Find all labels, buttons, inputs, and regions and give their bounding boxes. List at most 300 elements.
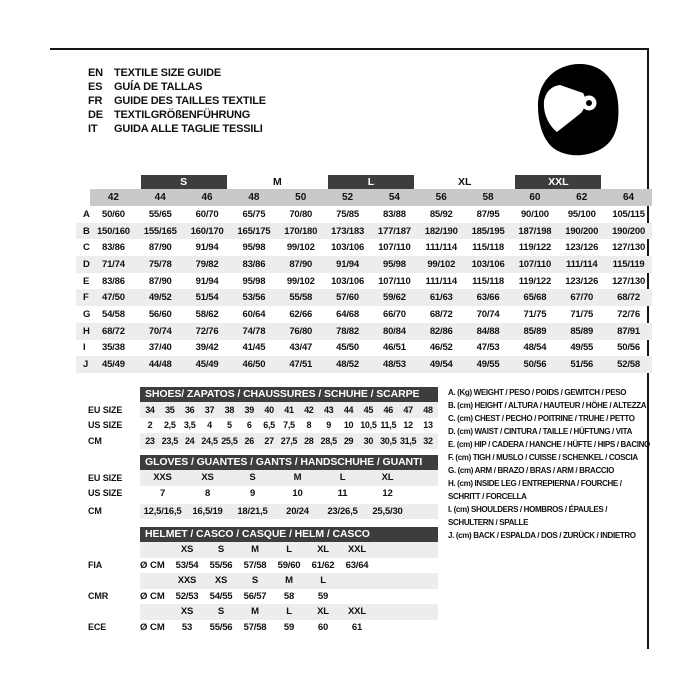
shoes-value: 40 — [264, 404, 274, 415]
helmet-size-label: XXL — [348, 606, 366, 618]
shoes-value: 28 — [304, 435, 314, 446]
gloves-value: 23/26,5 — [327, 505, 358, 517]
measurement-value: 70/74 — [148, 325, 172, 337]
size-number: 64 — [605, 189, 652, 206]
measurement-value: 75/85 — [336, 208, 359, 220]
helmet-size-label: XS — [214, 575, 228, 587]
helmet-values-row — [88, 620, 438, 636]
helmet-size-label: S — [217, 606, 225, 618]
shoes-value: 32 — [423, 435, 433, 446]
helmet-size-value: 61 — [351, 621, 363, 633]
shoes-value: 10,5 — [360, 420, 377, 431]
helmet-size-value: 57/58 — [243, 559, 267, 571]
racing-helmet-icon — [534, 62, 622, 163]
measurement-value: 185/195 — [471, 225, 505, 237]
shoes-value: 3,5 — [183, 420, 196, 431]
shoes-row — [88, 418, 438, 434]
shoes-value: 36 — [184, 404, 195, 415]
measurement-value: 60/64 — [242, 308, 266, 320]
legend-item: F. (cm) TIGH / MUSLO / CUISSE / SCHENKEL / COSCIA — [448, 453, 638, 462]
shoes-value: 2,5 — [163, 420, 176, 431]
helmet-sizes — [140, 604, 438, 620]
measurement-value: 46/50 — [242, 359, 266, 371]
measurement-value: 190/200 — [565, 225, 599, 237]
measurement-value: 49/54 — [429, 359, 453, 371]
helmet-size-value: 52/53 — [175, 590, 199, 602]
legend-item: J. (cm) BACK / ESPALDA / DOS / ZURÜCK / INDIETRO — [448, 531, 636, 540]
shoes-value: 11,5 — [380, 420, 397, 431]
measurement-value: 75/78 — [148, 258, 172, 270]
measurement-value: 190/200 — [612, 225, 646, 237]
measurement-value: 68/72 — [617, 292, 640, 304]
measurement-value: 111/114 — [425, 242, 457, 254]
legend-item: H. (cm) INSIDE LEG / ENTREPIERNA / FOURCHE / SCHRITT / FORCELLA — [448, 479, 622, 501]
measurement-value: 83/86 — [242, 258, 266, 270]
measurement-value: 52/58 — [617, 359, 640, 371]
measurement-value: 99/102 — [286, 242, 315, 254]
measurement-value: 49/55 — [476, 359, 500, 371]
helmet-row-label-spacer — [88, 542, 140, 558]
shoes-value: 45 — [363, 404, 374, 415]
size-number: 60 — [511, 189, 558, 206]
measurement-value: 70/74 — [476, 308, 500, 320]
measurement-value: 71/74 — [102, 258, 125, 270]
shoes-value: 29 — [343, 435, 354, 446]
gloves-row-values — [140, 486, 438, 502]
row-letter: C — [83, 242, 90, 254]
shoes-value: 7,5 — [283, 420, 295, 431]
shoes-value: 31,5 — [399, 435, 417, 446]
helmet-size-value: 53/54 — [175, 559, 199, 571]
legend-item: D. (cm) WAIST / CINTURA / TAILLE / HÜFTUNG / VITA — [448, 427, 633, 436]
shoes-row — [88, 433, 438, 449]
helmet-diameter-label: Ø CM — [140, 621, 165, 633]
measurement-value: 95/98 — [383, 258, 406, 270]
helmet-sizes-row — [88, 542, 438, 558]
helmet-size-value: 56/57 — [243, 590, 267, 602]
measurement-value: 87/90 — [289, 258, 313, 270]
language-row — [88, 80, 266, 94]
measurement-value: 119/122 — [518, 275, 552, 287]
helmet-size-label: L — [286, 606, 292, 618]
shoes-value: 47 — [403, 404, 413, 415]
shoes-value: 5 — [227, 420, 232, 431]
measurement-value: 111/114 — [425, 275, 457, 287]
measurement-row-a — [76, 206, 652, 223]
helmet-size-value: 60 — [317, 621, 329, 633]
language-list — [88, 66, 266, 136]
measurement-value: 43/47 — [289, 342, 313, 354]
gloves-value: 11 — [337, 487, 348, 499]
helmet-size-value: 55/56 — [209, 559, 233, 571]
measurement-value: 48/53 — [383, 359, 406, 371]
measurement-value: 37/40 — [148, 342, 172, 354]
row-letter: E — [83, 275, 90, 287]
size-number: 52 — [324, 189, 371, 206]
measurement-row-j — [76, 356, 652, 373]
helmet-size-label: M — [251, 606, 259, 618]
measurement-value: 39/42 — [195, 342, 219, 354]
measurement-value: 79/82 — [195, 258, 219, 270]
shoes-value: 25,5 — [221, 435, 238, 446]
shoes-row-label: EU SIZE — [88, 404, 123, 415]
measurement-row-e — [76, 273, 652, 290]
gloves-value: 7 — [159, 487, 166, 499]
helmet-rows — [88, 542, 438, 635]
size-group-row — [76, 174, 652, 189]
measurement-value: 85/89 — [570, 325, 594, 337]
shoes-value: 42 — [304, 404, 314, 415]
shoes-row-label: US SIZE — [88, 420, 123, 431]
gloves-row-values — [140, 470, 438, 486]
measurement-value: 51/56 — [570, 359, 594, 371]
helmet-diameter-label: Ø CM — [140, 559, 165, 571]
measurement-value: 45/49 — [195, 359, 219, 371]
helmet-size-label: XXL — [348, 544, 366, 556]
gloves-value: 8 — [204, 487, 211, 499]
shoes-value: 24,5 — [201, 435, 218, 446]
measurement-value: 76/80 — [289, 325, 313, 337]
gloves-value: 9 — [249, 487, 256, 499]
gloves-value: 12,5/16,5 — [143, 505, 182, 517]
measurement-value: 71/75 — [523, 308, 547, 320]
gloves-value: XXS — [153, 472, 172, 484]
size-group-m: M — [272, 175, 282, 188]
language-row — [88, 94, 266, 108]
measurement-value: 107/110 — [378, 242, 411, 254]
racing-helmet-icon-svg — [534, 62, 622, 158]
row-letter: F — [83, 292, 89, 304]
size-number: 46 — [184, 189, 231, 206]
measurement-value: 105/115 — [612, 208, 645, 220]
shoes-value: 46 — [383, 404, 393, 415]
helmet-row-label-spacer — [88, 573, 140, 589]
gloves-value: L — [339, 472, 346, 484]
measurement-value: 64/68 — [336, 308, 359, 320]
shoes-value: 44 — [343, 404, 354, 415]
size-number-row — [76, 189, 652, 206]
helmet-size-label: XS — [180, 544, 194, 556]
measurement-value: 55/58 — [289, 292, 313, 304]
measurement-value: 58/62 — [195, 308, 219, 320]
helmet-size-value: 55/56 — [209, 621, 233, 633]
measurement-value: 182/190 — [424, 225, 458, 237]
measurement-value: 187/198 — [518, 225, 552, 237]
helmet-sizes-row — [88, 573, 438, 589]
shoes-value: 30,5 — [380, 435, 397, 446]
gloves-row — [88, 486, 438, 502]
size-number: 62 — [558, 189, 605, 206]
measurement-value: 60/70 — [195, 208, 219, 220]
helmet-standard-ece: ECE — [88, 622, 107, 633]
measurement-value: 99/102 — [286, 275, 315, 287]
helmet-size-table — [88, 527, 438, 635]
gloves-value: 10 — [292, 487, 303, 499]
helmet-size-label: S — [217, 544, 225, 556]
language-title: GUÍA DE TALLAS — [114, 81, 203, 93]
size-group-l: L — [328, 175, 414, 189]
measurement-value: 123/126 — [565, 275, 599, 287]
shoes-value: 39 — [244, 404, 254, 415]
row-letter: B — [83, 225, 90, 237]
shoes-value: 4 — [207, 420, 212, 431]
helmet-size-value: 57/58 — [243, 621, 267, 633]
gloves-value: S — [249, 472, 256, 484]
shoes-value: 41 — [284, 404, 294, 415]
measurement-value: 115/118 — [472, 242, 505, 254]
measurement-value: 84/88 — [476, 325, 500, 337]
measurement-value: 48/54 — [523, 342, 547, 354]
shoes-value: 10 — [343, 420, 354, 431]
helmet-standard-cmr: CMR — [88, 591, 109, 602]
measurement-value: 45/49 — [102, 359, 125, 371]
measurement-value: 103/106 — [331, 275, 365, 287]
legend-item: B. (cm) HEIGHT / ALTURA / HAUTEUR / HÖHE / ALTEZZA — [448, 401, 647, 410]
gloves-value: XS — [201, 472, 214, 484]
helmet-values — [140, 620, 438, 636]
measurement-value: 70/80 — [289, 208, 313, 220]
measurement-value: 95/98 — [242, 275, 266, 287]
helmet-size-label: S — [251, 575, 259, 587]
measurement-value: 45/50 — [336, 342, 359, 354]
helmet-size-value: 58 — [283, 590, 295, 602]
measurement-value: 103/106 — [471, 258, 505, 270]
measurement-value: 67/70 — [570, 292, 594, 304]
size-number: 50 — [277, 189, 324, 206]
row-letter: J — [83, 359, 89, 371]
helmet-diameter-label: Ø CM — [140, 590, 165, 602]
measurement-value: 83/86 — [102, 242, 125, 254]
size-group-xxl: XXL — [515, 175, 601, 189]
measurement-value: 115/118 — [472, 275, 505, 287]
helmet-size-value: 59 — [283, 621, 295, 633]
gloves-row-label: US SIZE — [88, 488, 123, 499]
language-code: IT — [88, 123, 98, 135]
measurement-value: 49/55 — [570, 342, 594, 354]
shoes-rows — [88, 402, 438, 449]
measurement-value: 160/170 — [190, 225, 224, 237]
shoes-row-values — [140, 418, 438, 434]
size-number: 44 — [137, 189, 184, 206]
shoes-row-label: CM — [88, 435, 102, 446]
shoes-value: 35 — [165, 404, 175, 415]
textile-size-table — [76, 174, 652, 373]
helmet-size-value: 53 — [181, 621, 193, 633]
measurement-value: 83/88 — [383, 208, 406, 220]
measurement-value: 55/65 — [148, 208, 172, 220]
measurement-value: 61/63 — [429, 292, 453, 304]
gloves-row-label: CM — [88, 506, 102, 517]
measurement-value: 87/95 — [476, 208, 500, 220]
measurement-value: 127/130 — [612, 242, 646, 254]
measurement-value: 123/126 — [565, 242, 599, 254]
gloves-value: 25,5/30 — [372, 505, 403, 517]
size-number: 56 — [418, 189, 465, 206]
legend-item: A. (Kg) WEIGHT / PESO / POIDS / GEWITCH / PESO — [448, 388, 627, 397]
measurement-value: 62/66 — [289, 308, 313, 320]
measurement-value: 35/38 — [102, 342, 125, 354]
measurement-value: 47/53 — [476, 342, 500, 354]
helmet-size-value: 59/60 — [277, 559, 301, 571]
measurement-value: 111/114 — [566, 258, 598, 270]
shoes-value: 8 — [306, 420, 312, 431]
shoes-value: 2 — [147, 420, 153, 431]
measurement-value: 99/102 — [427, 258, 456, 270]
measurement-value: 107/110 — [378, 275, 411, 287]
row-letter: I — [83, 342, 86, 354]
language-code: ES — [88, 81, 103, 93]
measurement-value: 74/78 — [242, 325, 266, 337]
gloves-row — [88, 504, 438, 520]
measurement-value: 44/48 — [148, 359, 172, 371]
measurement-row-h — [76, 323, 652, 340]
helmet-sizes — [140, 573, 438, 589]
legend-item: I. (cm) SHOULDERS / HOMBROS / ÉPAULES / SCHULTERN / SPALLE — [448, 505, 608, 527]
shoes-value: 13 — [423, 420, 433, 431]
helmet-size-value: 59 — [317, 590, 329, 602]
measurement-value: 127/130 — [612, 275, 646, 287]
helmet-size-label: XS — [180, 606, 194, 618]
size-number: 48 — [230, 189, 277, 206]
shoes-section-header: SHOES/ ZAPATOS / CHAUSSURES / SCHUHE / SCARPE — [140, 387, 438, 402]
language-title: GUIDE DES TAILLES TEXTILE — [114, 95, 266, 107]
row-letter: A — [83, 208, 90, 220]
row-letter: H — [83, 325, 90, 337]
shoes-value: 38 — [224, 404, 235, 415]
measurement-value: 72/76 — [195, 325, 219, 337]
gloves-rows — [88, 470, 438, 519]
measurement-value: 57/60 — [336, 292, 359, 304]
measurement-value: 87/91 — [617, 325, 640, 337]
helmet-section-header: HELMET / CASCO / CASQUE / HELM / CASCO — [140, 527, 438, 542]
frame-top-line — [50, 48, 649, 50]
row-letter: G — [83, 308, 91, 320]
gloves-value: M — [293, 472, 302, 484]
shoes-row — [88, 402, 438, 418]
helmet-values-row — [88, 558, 438, 574]
helmet-sizes — [140, 542, 438, 558]
measurement-row-i — [76, 340, 652, 357]
measurement-value: 85/92 — [429, 208, 453, 220]
language-row — [88, 66, 266, 80]
language-row — [88, 122, 266, 136]
size-number: 42 — [90, 189, 137, 206]
size-number: 54 — [371, 189, 418, 206]
measurement-value: 49/52 — [148, 292, 172, 304]
shoes-value: 24 — [184, 435, 195, 446]
measurement-value: 59/62 — [383, 292, 406, 304]
measurement-value: 65/75 — [242, 208, 266, 220]
measurement-value: 87/90 — [148, 242, 172, 254]
helmet-values — [140, 589, 438, 605]
measurement-value: 46/51 — [383, 342, 406, 354]
measurement-value: 68/72 — [102, 325, 125, 337]
helmet-size-label: M — [251, 544, 259, 556]
size-number: 58 — [465, 189, 512, 206]
shoes-value: 43 — [323, 404, 334, 415]
measurement-value: 95/98 — [242, 242, 266, 254]
shoes-value: 23 — [145, 435, 155, 446]
measurement-row-d — [76, 256, 652, 273]
language-title: TEXTILGRÖßENFÜHRUNG — [114, 109, 251, 121]
legend-item: G. (cm) ARM / BRAZO / BRAS / ARM / BRACCIO — [448, 466, 615, 475]
measurement-value: 50/60 — [102, 208, 125, 220]
row-letter: D — [83, 258, 90, 270]
shoes-row-values — [140, 433, 438, 449]
shoes-value: 48 — [423, 404, 433, 415]
language-title: TEXTILE SIZE GUIDE — [114, 67, 222, 79]
measurement-row-g — [76, 306, 652, 323]
measurement-value: 71/75 — [570, 308, 594, 320]
helmet-size-value: 63/64 — [345, 559, 369, 571]
language-code: FR — [88, 95, 103, 107]
shoes-value: 37 — [204, 404, 215, 415]
helmet-size-label: XL — [317, 544, 329, 556]
measurement-value: 95/100 — [567, 208, 596, 220]
measurement-value: 65/68 — [523, 292, 547, 304]
legend-item: E. (cm) HIP / CADERA / HANCHE / HÜFTE / HIPS / BACINO — [448, 440, 650, 449]
shoes-value: 6,5 — [263, 420, 275, 431]
legend-item: C. (cm) CHEST / PECHO / POITRINE / TRUHE / PETTO — [448, 414, 635, 423]
helmet-values — [140, 558, 438, 574]
measurement-value: 47/50 — [102, 292, 125, 304]
helmet-size-value: 54/55 — [209, 590, 233, 602]
measurement-value: 41/45 — [242, 342, 266, 354]
measurement-value: 150/160 — [96, 225, 130, 237]
measurement-value: 91/94 — [195, 242, 219, 254]
measurement-legend — [448, 386, 650, 542]
gloves-section-header: GLOVES / GUANTES / GANTS / HANDSCHUHE / GUANTI — [140, 455, 438, 470]
measurement-row-c — [76, 239, 652, 256]
measurement-row-b — [76, 223, 652, 240]
measurement-value: 54/58 — [102, 308, 125, 320]
measurement-value: 91/94 — [336, 258, 359, 270]
gloves-row — [88, 470, 438, 486]
gloves-value: 18/21,5 — [237, 505, 268, 517]
measurement-value: 155/165 — [143, 225, 177, 237]
helmet-size-label: XL — [317, 606, 329, 618]
measurement-value: 173/183 — [331, 225, 365, 237]
measurement-value: 47/51 — [289, 359, 313, 371]
helmet-values-row — [88, 589, 438, 605]
measurement-value: 85/89 — [523, 325, 547, 337]
measurement-value: 115/119 — [612, 258, 645, 270]
size-group-xl: XL — [457, 175, 472, 188]
shoes-value: 26 — [244, 435, 254, 446]
gloves-size-table — [88, 455, 438, 519]
measurement-value: 177/187 — [377, 225, 411, 237]
shoes-value: 27,5 — [280, 435, 298, 446]
measurement-value: 107/110 — [518, 258, 552, 270]
measurement-value: 68/72 — [429, 308, 453, 320]
gloves-value: XL — [381, 472, 394, 484]
gloves-row-label: EU SIZE — [88, 472, 123, 483]
measurement-row-f — [76, 289, 652, 306]
measurement-value: 90/100 — [520, 208, 549, 220]
measurement-value: 66/70 — [383, 308, 406, 320]
helmet-size-label: M — [285, 575, 293, 587]
shoes-value: 30 — [363, 435, 374, 446]
gloves-value: 16,5/19 — [192, 505, 223, 517]
measurement-value: 63/66 — [476, 292, 500, 304]
helmet-size-value: 61/62 — [311, 559, 335, 571]
language-code: EN — [88, 67, 103, 79]
measurement-value: 83/86 — [102, 275, 125, 287]
language-code: DE — [88, 109, 103, 121]
measurement-value: 80/84 — [383, 325, 406, 337]
helmet-size-label: XXS — [177, 575, 197, 587]
measurement-value: 53/56 — [242, 292, 266, 304]
